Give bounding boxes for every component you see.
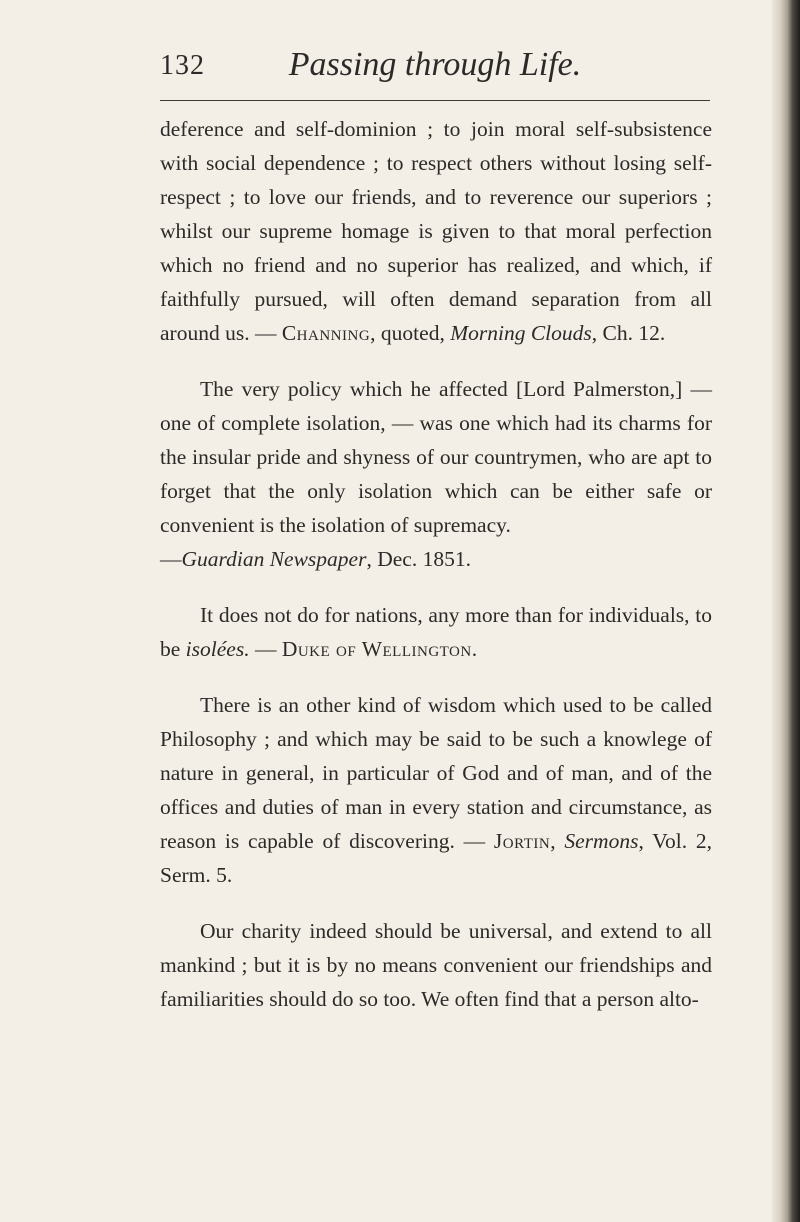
quote-source-suffix: , Vol. 2, Serm. 5. [160,829,712,887]
quote-author: Jortin [493,829,551,853]
quote-body: deference and self-dominion ; to join moral self-subsistence with social dependence ; to respect others without losing self-respect ; to love our friends, and to reverence our superiors ; whilst our supreme homage is given to that moral perfection which no friend and no superior has realized, and which, if faithfully pursued, will often demand separation from all around us. — [160,117,712,345]
quote-source-title: Guardian Newspaper [181,547,367,571]
book-spine-shadow [772,0,800,1222]
quote-source-prefix: — [160,547,182,571]
quote-guardian [160,372,712,576]
page-header [160,46,710,96]
header-rule [160,100,710,101]
quote-source-suffix: , Dec. 1851. [366,547,471,571]
quote-jortin [160,688,712,892]
quote-source-suffix: , Ch. 12. [591,321,666,345]
quote-body-italic: isolées. [185,637,250,661]
quote-dash: — [454,829,494,853]
quote-source-prefix: , quoted, [370,321,451,345]
running-title: Passing through Life. [288,46,582,83]
quote-charity [160,914,712,1016]
quote-wellington [160,598,712,666]
quote-dash: — [249,637,282,661]
quote-body: It does not do for nations, any more than for individuals, to be [160,603,712,661]
quote-body: Our charity indeed should be universal, and extend to all mankind ; but it is by no means convenient our friendships and familiarities should do so too. We often find that a person alto- [160,919,712,1011]
page-content [160,112,712,1038]
quote-body: The very policy which he affected [Lord Palmerston,] — one of complete isolation, — was one which had its charms for the insular pride and shyness of our countrymen, who are apt to forget that the only isolation which can be either safe or convenient is the isolation of supremacy. [160,377,712,537]
quote-source-title: Morning Clouds [450,321,592,345]
page-number: 132 [160,50,205,81]
quote-author: Duke of Wellington. [281,637,478,661]
quote-channing [160,112,712,350]
quote-body: There is an other kind of wisdom which used to be called Philosophy ; and which may be said to be such a knowlege of nature in general, in particular of God and of man, and of the offices and duties of man in every station and circumstance, as reason is capable of discovering. [160,693,712,853]
quote-author: Channing [281,321,371,345]
quote-source-prefix: , [550,829,565,853]
quote-source-title: Sermons [564,829,639,853]
